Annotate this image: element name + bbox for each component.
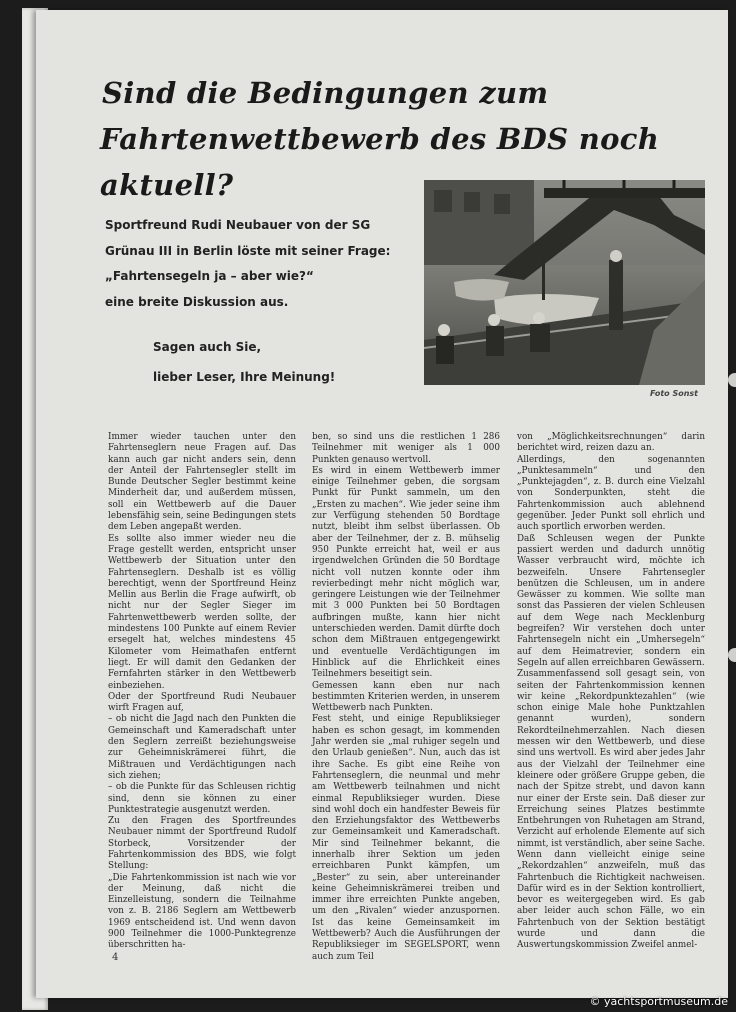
intro-line: eine breite Diskussion aus. [105, 294, 289, 309]
paragraph: Daß Schleusen wegen der Punkte passiert werden und dadurch unnötig Wasser verbraucht wird, möchte ich bezweifeln. Unsere Fahrtensegler benützen die Schleusen, um in andere Gewässer zu kommen. Wie sollte man sonst das Passieren der vielen Schleusen auf dem Wege nach Mecklenburg begreifen? Wir verstehen doch unter Fahrtensegeln nicht ein „Umhersegeln“ auf dem Heimatrevier, sondern ein Segeln auf allen erreichbaren Gewässern. [517, 533, 705, 668]
text-column-3 [517, 432, 705, 952]
paragraph: Allerdings, den sogenannten „Punktesammeln“ und den „Punktejagden“, z. B. durch eine Vielzahl von Sonderpunkten, steht die Fahrtenkommission auch ablehnend gegenüber. Jeder Punkt soll ehrlich und auch sportlich erworben werden. [517, 454, 705, 533]
paragraph: Fest steht, und einige Republiksieger haben es schon gesagt, im kommenden Jahr werden sie „mal ruhiger segeln und den Urlaub genießen“. Nun, auch das ist ihre Sache. Es gibt eine Reihe von Fahrtenseglern, die neunmal und mehr am Wettbewerb teilnahmen und nicht einmal Republiksieger wurden. Diese sind wohl doch ein handfester Beweis für den Erziehungsfaktor des Wettbewerbs zur Gemeinsamkeit und Kameradschaft. Mir sind Teilnehmer bekannt, die innerhalb ihrer Sektion um jeden erreichbaren Punkt kämpfen, um „Bester“ zu sein, aber untereinander keine Geheimniskrämerei treiben und immer ihre erreichten Punkte angeben, um den „Rivalen“ wieder anzuspornen. Ist das keine Gemeinsamkeit im Wettbewerb? Auch die Ausführungen der Republiksieger im SEGELSPORT, wenn auch zum Teil [312, 714, 500, 962]
text-column-2 [312, 432, 500, 963]
photo-credit: Foto Sonst [650, 389, 698, 398]
photo-illustration [424, 180, 705, 385]
binding-hole [728, 648, 736, 662]
boat-lock-photo [424, 180, 705, 385]
paragraph: Zusammenfassend soll gesagt sein, von seiten der Fahrtenkommission kennen wir keine „Rekordpunktezahlen“ (wie schon einige Male hohe Punktzahlen genannt wurden), sondern Rekordteilnehmerzahlen. Nach diesen messen wir den Wettbewerb, und diese sind uns wertvoll. Es wird aber jedes Jahr aus der Vielzahl der Teilnehmer eine kleinere oder größere Gruppe geben, die nach der Spitze strebt, und davon kann nur einer der Erste sein. Daß dieser zur Erreichung seines Platzes bestimmte Entbehrungen von Ruhetagen am Strand, Verzicht auf erholende Elemente auf sich nimmt, ist verständlich, aber seine Sache. Wenn dann vielleicht einige seine „Rekordzahlen“ anzweifeln, muß das Fahrtenbuch die Richtigkeit nachweisen. Dafür wird es in der Sektion kontrolliert, bevor es weitergegeben wird. Es gab aber leider auch schon Fälle, wo ein Fahrtenbuch von der Sektion bestätigt wurde und dann die Auswertungskommission Zweifel anmel- [517, 669, 705, 951]
paragraph: „Die Fahrtenkommission ist nach wie vor der Meinung, daß nicht die Einzelleistung, sondern die Teilnahme von z. B. 2186 Seglern am Wettbewerb 1969 entscheidend ist. Und wenn davon 900 Teilnehmer die 1000-Punktegrenze überschritten ha- [108, 872, 296, 951]
intro-call-to-action: Sagen auch Sie, [153, 340, 262, 354]
headline-line-1: Sind die Bedingungen zum [102, 76, 549, 110]
paragraph: – ob die Punkte für das Schleusen richtig sind, denn sie können zu einer Punktestrategie ausgenutzt werden. [108, 782, 296, 815]
intro-block [105, 213, 425, 390]
intro-call-to-action-2: lieber Leser, Ihre Meinung! [153, 369, 336, 384]
headline-line-2: Fahrtenwettbewerb des BDS noch aktuell? [100, 122, 660, 202]
watermark: © yachtsportmuseum.de [589, 995, 728, 1008]
intro-line: Grünau III in Berlin löste mit seiner Frage: [105, 243, 391, 258]
paragraph: Gemessen kann eben nur nach bestimmten Kriterien werden, in unserem Wettbewerb nach Punkten. [312, 680, 500, 714]
paragraph: Immer wieder tauchen unter den Fahrtenseglern neue Fragen auf. Das kann auch gar nicht anders sein, denn der Anteil der Fahrtensegler stellt im Bunde Deutscher Segler bestimmt keine Minderheit dar, und außerdem müssen, soll ein Wettbewerb auf die Dauer lebensfähig sein, seine Bedingungen stets dem Leben angepaßt werden. [108, 432, 296, 533]
paragraph: Es wird in einem Wettbewerb immer einige Teilnehmer geben, die sorgsam Punkt für Punkt sammeln, um den „Ersten zu machen“. Wie jeder seine ihm zur Verfügung stehenden 50 Bordtage nutzt, bleibt ihm selbst überlassen. Ob aber der Teilnehmer, der z. B. mühselig 950 Punkte erreicht hat, weil er aus irgendwelchen Gründen die 50 Bordtage nicht voll nutzen konnte oder ihm revierbedingt mehr nicht möglich war, geringere Leistungen wie der Teilnehmer mit 3 000 Punkten bei 50 Bordtagen aufbringen mußte, kann hier nicht unterschieden werden. Damit dürfte doch schon dem Mißtrauen entgegengewirkt und eventuelle Verdächtigungen im Hinblick auf die Ehrlichkeit eines Teilnehmers beseitigt sein. [312, 465, 500, 680]
paragraph: Oder der Sportfreund Rudi Neubauer wirft Fragen auf, [108, 691, 296, 714]
paragraph: Es sollte also immer wieder neu die Frage gestellt werden, entspricht unser Wettbewerb der Situation unter den Fahrtenseglern. Deshalb ist es völlig berechtigt, wenn der Sportfreund Heinz Mellin aus Berlin die Frage aufwirft, ob nicht nur der Segler Sieger im Fahrtenwettbewerb werden sollte, der mindestens 100 Punkte auf einem Revier ersegelt hat, welches mindestens 45 Kilometer vom Heimathafen entfernt liegt. Er will damit den Gedanken der Fernfahrten stärker in den Wettbewerb einbeziehen. [108, 533, 296, 691]
page-number: 4 [112, 952, 119, 963]
paragraph: ben, so sind uns die restlichen 1 286 Teilnehmer mit weniger als 1 000 Punkten genauso wertvoll. [312, 432, 500, 465]
intro-line: „Fahrtensegeln ja – aber wie?“ [105, 269, 314, 283]
paragraph: von „Möglichkeitsrechnungen“ darin berichtet wird, reizen dazu an. [517, 432, 705, 454]
paragraph: – ob nicht die Jagd nach den Punkten die Gemeinschaft und Kameradschaft unter den Seglern zerreißt beziehungsweise zur Geheimniskrämerei führt, die Mißtrauen und Verdächtigungen nach sich ziehen; [108, 714, 296, 781]
text-column-1 [108, 432, 296, 952]
intro-line: Sportfreund Rudi Neubauer von der SG [105, 218, 371, 232]
paragraph: Zu den Fragen des Sportfreundes Neubauer nimmt der Sportfreund Rudolf Storbeck, Vorsitzender der Fahrtenkommission des BDS, wie folgt Stellung: [108, 816, 296, 872]
binding-hole [728, 373, 736, 387]
